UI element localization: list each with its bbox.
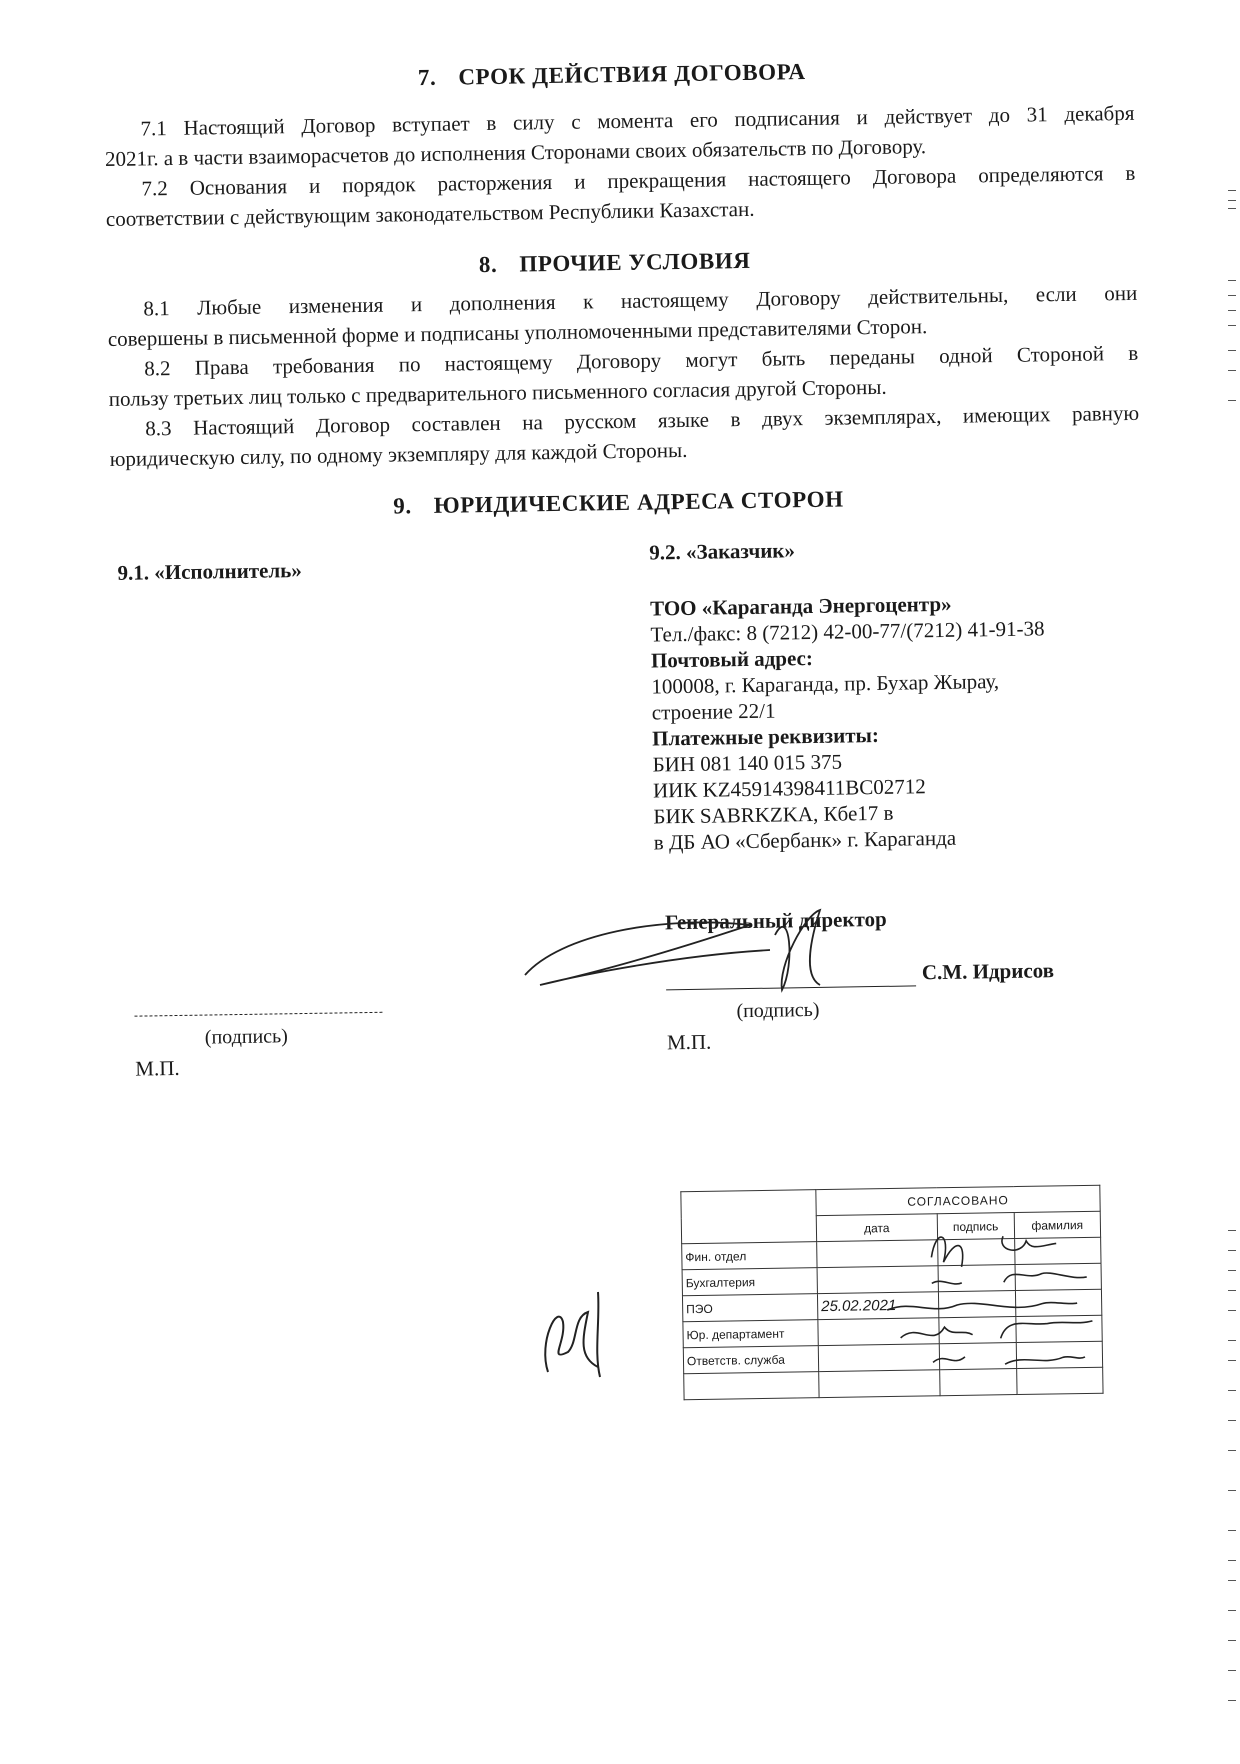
section-9-heading (0, 480, 1239, 525)
section-8-title: ПРОЧИЕ УСЛОВИЯ (519, 247, 751, 277)
executor-seal-mark: М.П. (135, 1055, 180, 1081)
clause-7-1-line-1: 7.1 Настоящий Договор вступает в силу с момента его подписания и действует до 31 декабря (140, 100, 1135, 141)
customer-phone: Тел./факс: 8 (7212) 42-00-77/(7212) 41-91-38 (650, 616, 1045, 647)
clause-8-1-line-2: совершены в письменной форме и подписаны уполномоченными представителями Сторон. (107, 314, 928, 352)
customer-address-line-1: 100008, г. Караганда, пр. Бухар Жырау, (651, 669, 1000, 699)
scan-edge-mark (1228, 1490, 1236, 1491)
approval-row-label: Ответств. служба (683, 1346, 818, 1374)
approval-row-label: Фин. отдел (682, 1242, 817, 1270)
scan-edge-mark (1228, 370, 1236, 371)
scan-edge-mark (1228, 1670, 1236, 1671)
scan-edge-mark (1228, 1700, 1236, 1701)
approval-row-label: ПЭО (682, 1294, 817, 1322)
approval-col-signature: подпись (937, 1213, 1014, 1240)
clause-8-3-line-1: 8.3 Настоящий Договор составлен на русском языке в двух экземплярах, имеющих равную (145, 400, 1140, 441)
scan-edge-mark (1228, 310, 1236, 311)
customer-bank-label: Платежные реквизиты: (651, 722, 880, 751)
approval-row-date: 25.02.2021 (817, 1292, 938, 1320)
clause-7-1-line-2: 2021г. а в части взаиморасчетов до исполнения Сторонами своих обязательств по Договору. (104, 134, 927, 172)
scan-edge-mark (1228, 1310, 1236, 1311)
scan-edge-mark (1228, 200, 1236, 201)
customer-postal-label: Почтовый адрес: (650, 645, 814, 673)
scan-edge-mark (1228, 1250, 1236, 1251)
customer-director-name: С.М. Идрисов (921, 958, 1055, 985)
section-7-title: СРОК ДЕЙСТВИЯ ДОГОВОРА (458, 59, 806, 90)
customer-iik: ИИК KZ45914398411BC02712 (652, 774, 926, 803)
scan-edge-mark (1228, 190, 1236, 191)
approval-row-label: Бухгалтерия (682, 1268, 817, 1296)
approval-handwriting-image (680, 1185, 1103, 1408)
scan-edge-mark (1228, 1530, 1236, 1531)
scan-edge-mark (1228, 1640, 1236, 1641)
clause-8-2-line-2: пользу третьих лиц только с предварительного письменного согласия другой Стороны. (108, 374, 887, 412)
customer-bin: БИН 081 140 015 375 (652, 749, 843, 777)
scan-edge-mark (1228, 1610, 1236, 1611)
section-7-heading (0, 52, 1232, 97)
clause-7-2-line-2: соответствии с действующим законодательством Республики Казахстан. (105, 196, 755, 232)
executor-signature-line (134, 1012, 382, 1017)
approval-stamp (680, 1185, 1103, 1408)
customer-seal-mark: М.П. (666, 1029, 712, 1055)
scan-edge-mark (1228, 350, 1236, 351)
customer-bik: БИК SABRKZKA, Кбе17 в (653, 800, 894, 829)
clause-8-2-line-1: 8.2 Права требования по настоящему Договору могут быть переданы одной Стороной в (144, 340, 1139, 381)
customer-company: ТОО «Караганда Энергоцентр» (649, 591, 952, 621)
customer-bank: в ДБ АО «Сбербанк» г. Караганда (653, 825, 957, 855)
section-7-number: 7. (417, 64, 437, 91)
scan-edge-marks (1226, 160, 1236, 1720)
customer-director-title: Генеральный директор (664, 906, 887, 935)
clause-7-2-line-1: 7.2 Основания и порядок расторжения и прекращения настоящего Договора определяются в (141, 160, 1136, 201)
scan-edge-mark (1228, 1270, 1236, 1271)
section-9-title: ЮРИДИЧЕСКИЕ АДРЕСА СТОРОН (433, 486, 844, 518)
scan-edge-mark (1228, 1230, 1236, 1231)
director-signature-image (520, 895, 880, 1005)
scan-edge-mark (1228, 1290, 1236, 1291)
approval-row-label: Юр. департамент (683, 1320, 818, 1348)
executor-signature-caption: (подпись) (204, 1025, 289, 1049)
approval-col-date: дата (816, 1214, 937, 1242)
customer-address-line-2: строение 22/1 (651, 698, 776, 725)
scan-edge-mark (1228, 1340, 1236, 1341)
scan-edge-mark (1228, 1580, 1236, 1581)
scan-edge-mark (1228, 400, 1236, 401)
customer-details (649, 533, 1048, 855)
initials-signature-image (528, 1282, 628, 1382)
scan-edge-mark (1228, 1450, 1236, 1451)
scan-edge-mark (1228, 1360, 1236, 1361)
scan-edge-mark (1228, 325, 1236, 326)
section-8-number: 8. (478, 251, 498, 278)
scan-edge-mark (1228, 1560, 1236, 1561)
scan-edge-mark (1228, 1390, 1236, 1391)
approval-title: СОГЛАСОВАНО (816, 1185, 1100, 1215)
customer-signature-caption: (подпись) (736, 998, 820, 1023)
approval-col-surname: фамилия (1014, 1211, 1101, 1238)
scan-edge-mark (1228, 208, 1236, 209)
executor-heading: 9.1. «Исполнитель» (117, 557, 302, 585)
clause-8-3-line-2: юридическую силу, по одному экземпляру для каждой Стороны. (109, 437, 688, 471)
customer-heading: 9.2. «Заказчик» (649, 538, 796, 565)
scan-edge-mark (1228, 1420, 1236, 1421)
scan-edge-mark (1228, 295, 1236, 296)
clause-8-1-line-1: 8.1 Любые изменения и дополнения к настоящему Договору действительны, если они (143, 280, 1138, 321)
scan-edge-mark (1228, 280, 1236, 281)
section-9-number: 9. (393, 493, 412, 519)
